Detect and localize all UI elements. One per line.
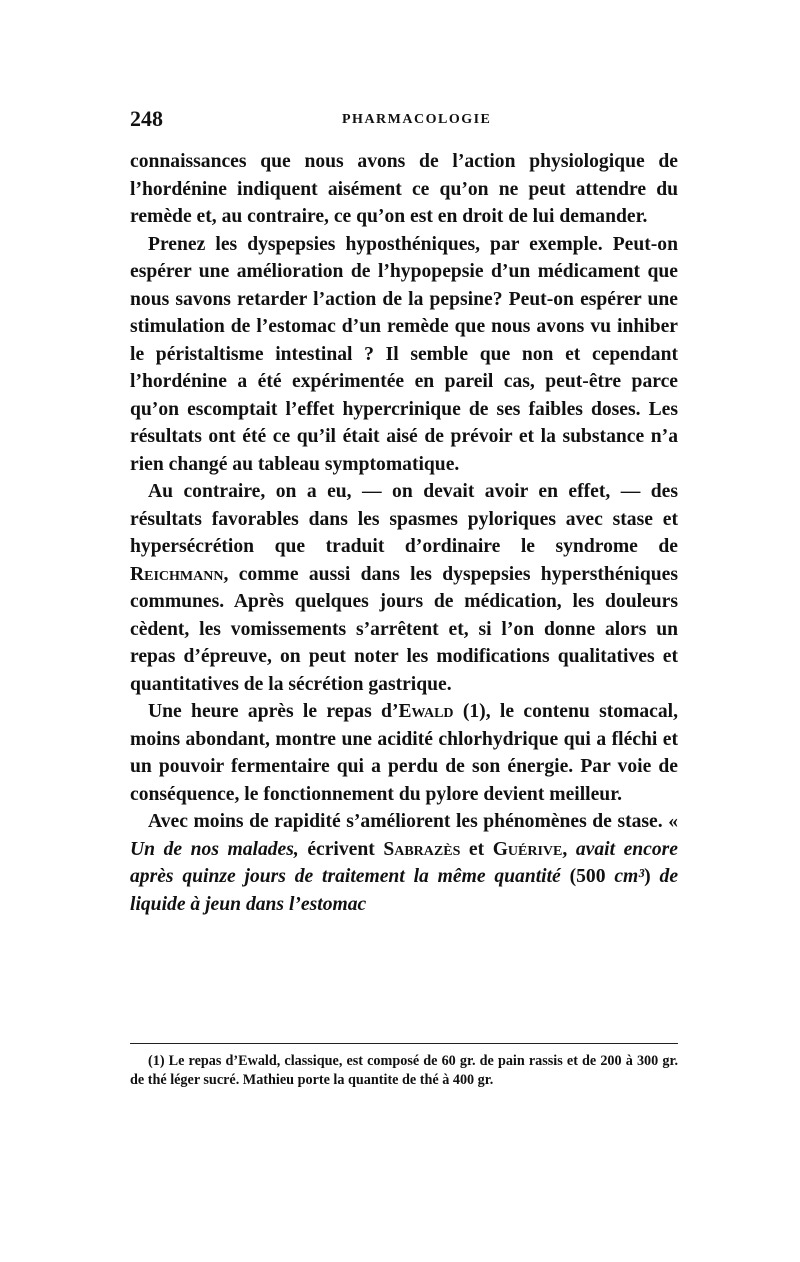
running-title: PHARMACOLOGIE (342, 112, 492, 127)
footnote-rule (130, 1043, 678, 1044)
paragraph-5 (130, 808, 678, 918)
author-name-guerive: Guérive, (492, 838, 568, 860)
author-name-reichmann: Reichmann (130, 563, 224, 585)
paragraph-3-text-b: , comme aussi dans les dyspepsies hypersthéniques communes. Après quelques jours de médication, les douleurs cèdent, les vomissements s’arrêtent et, si l’on donne alors un repas d’épreuve, on peut noter les modifications qualitatives et quantitatives de la sécrétion gastrique. (130, 563, 678, 695)
paragraph-2: Prenez les dyspepsies hyposthéniques, par exemple. Peut-on espérer une amélioration de l’hypopepsie d’un médicament que nous savons retarder l’action de la pepsine? Peut-on espérer une stimulation de l’estomac d’un remède que nous avons vu inhiber le péristaltisme intestinal ? Il semble que non et cependant l’hordénine a été expérimentée en pareil cas, peut-être parce qu’on escomptait l’effet hypercrinique de ses faibles doses. Les résultats ont été ce qu’il était aisé de prévoir et la substance n’a rien changé au tableau symptomatique. (130, 233, 678, 475)
page-header (130, 106, 678, 136)
quote-italic-3: de liquide à jeun dans l’estomac (130, 866, 679, 915)
paragraph-3-text-a: Au contraire, on a eu, — on devait avoir en effet, — des résultats favorables dans les spasmes pyloriques avec stase et hypersécrétion que traduit d’ordinaire le syndrome de (130, 481, 678, 557)
paragraph-4-text-b: (1), le contenu stomacal, moins abondant, montre une acidité chlorhydrique qui a fléchi et un pouvoir fermentaire qui a perdu de son énergie. Par voie de conséquence, le fonctionnement du pylore devient meilleur. (130, 701, 678, 805)
author-name-sabrazes: Sabrazès (383, 838, 461, 860)
paragraph-5-text-c: et (468, 838, 485, 860)
paragraph-4 (130, 698, 678, 808)
paragraph-5-text-b: écrivent (307, 838, 375, 860)
paragraph-4-text-a: Une heure après le repas d’ (148, 701, 399, 722)
body-text (130, 148, 678, 918)
quote-italic-2: avait encore après quinze jours de traitement la même quantité (130, 838, 678, 887)
paragraph-5-text-a: Avec moins de rapidité s’améliorent les phénomènes de stase. « (148, 811, 678, 832)
author-name-ewald: Ewald (398, 701, 454, 722)
page-number: 248 (130, 106, 163, 131)
quote-italic-1: Un de nos malades, (130, 838, 299, 860)
paragraph-3 (130, 478, 678, 698)
unit-cm3: cm³ (614, 866, 645, 887)
paragraph-5-text-e: ) (644, 866, 651, 887)
paragraph-5-text-d: (500 (569, 866, 606, 887)
footnote: (1) Le repas d’Ewald, classique, est composé de 60 gr. de pain rassis et de 200 à 300 gr. de thé léger sucré. Mathieu porte la quantite de thé à 400 gr. (130, 1053, 678, 1088)
paragraph-1: connaissances que nous avons de l’action physiologique de l’hordénine indiquent aisément ce qu’on ne peut attendre du remède et, au contraire, ce qu’on est en droit de lui demander. (130, 151, 678, 227)
